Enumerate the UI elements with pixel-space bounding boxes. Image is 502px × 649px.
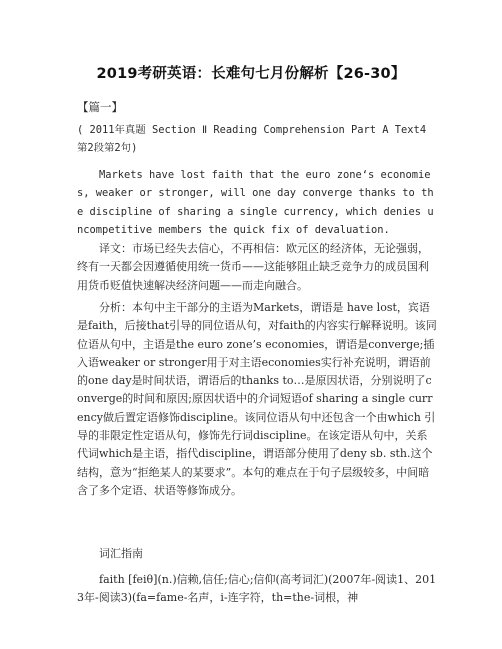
vocab-heading: 词汇指南 — [99, 547, 143, 560]
english-sentence: Markets have lost faith that the euro zone‘s economies, weaker or stronger, will one day converge thanks to the discipline of sharing a single currency, which denies uncompetitive members the quick fix of devaluation. — [77, 169, 434, 236]
section-label: 【篇一】 — [77, 100, 123, 114]
document-title: 2019考研英语：长难句七月份解析【26-30】 — [96, 66, 406, 82]
vocab-entry: faith [feiθ](n.)信赖,信任;信心;信仰(高考词汇)(2007年-阅读1、2013年-阅读3)(fa=fame-名声，i-连字符，th=the-词根，神 — [77, 573, 437, 605]
translation-paragraph: 译文：市场已经失去信心，不再相信：欧元区的经济体，无论强弱，终有一天都会因遵循使用统一货币——这能够阻止缺乏竞争力的成员国利用货币贬值快速解决经济问题——而走向融合。 — [77, 242, 429, 292]
source-citation: ( 2011年真题 Section Ⅱ Reading Comprehension Part A Text4 第2段第2句) — [77, 124, 427, 155]
analysis-paragraph: 分析：本句中主干部分的主语为Markets，谓语是 have lost，宾语是faith，后接that引导的同位语从句，对faith的内容实行解释说明。该同位语从句中，主语是the euro zone’s economies，谓语是converge;插入语weaker or stronger用于对主语economies实行补充说明，谓语前的one day是时间状语，谓语后的thanks to…是原因状语，分别说明了converge的时间和原因;原因状语中的介词短语of sharing a single currency做后置定语修饰discipline。该同位语从句中还包含一个由which 引导的非限定性定语从句，修饰先行词discipline。在该定语从句中，关系代词which是主语，指代discipline，谓语部分使用了deny sb. sth.这个结构，意为“拒绝某人的某要求”。本句的难点在于句子层级较多，中间暗含了多个定语、状语等修饰成分。 — [77, 301, 437, 497]
